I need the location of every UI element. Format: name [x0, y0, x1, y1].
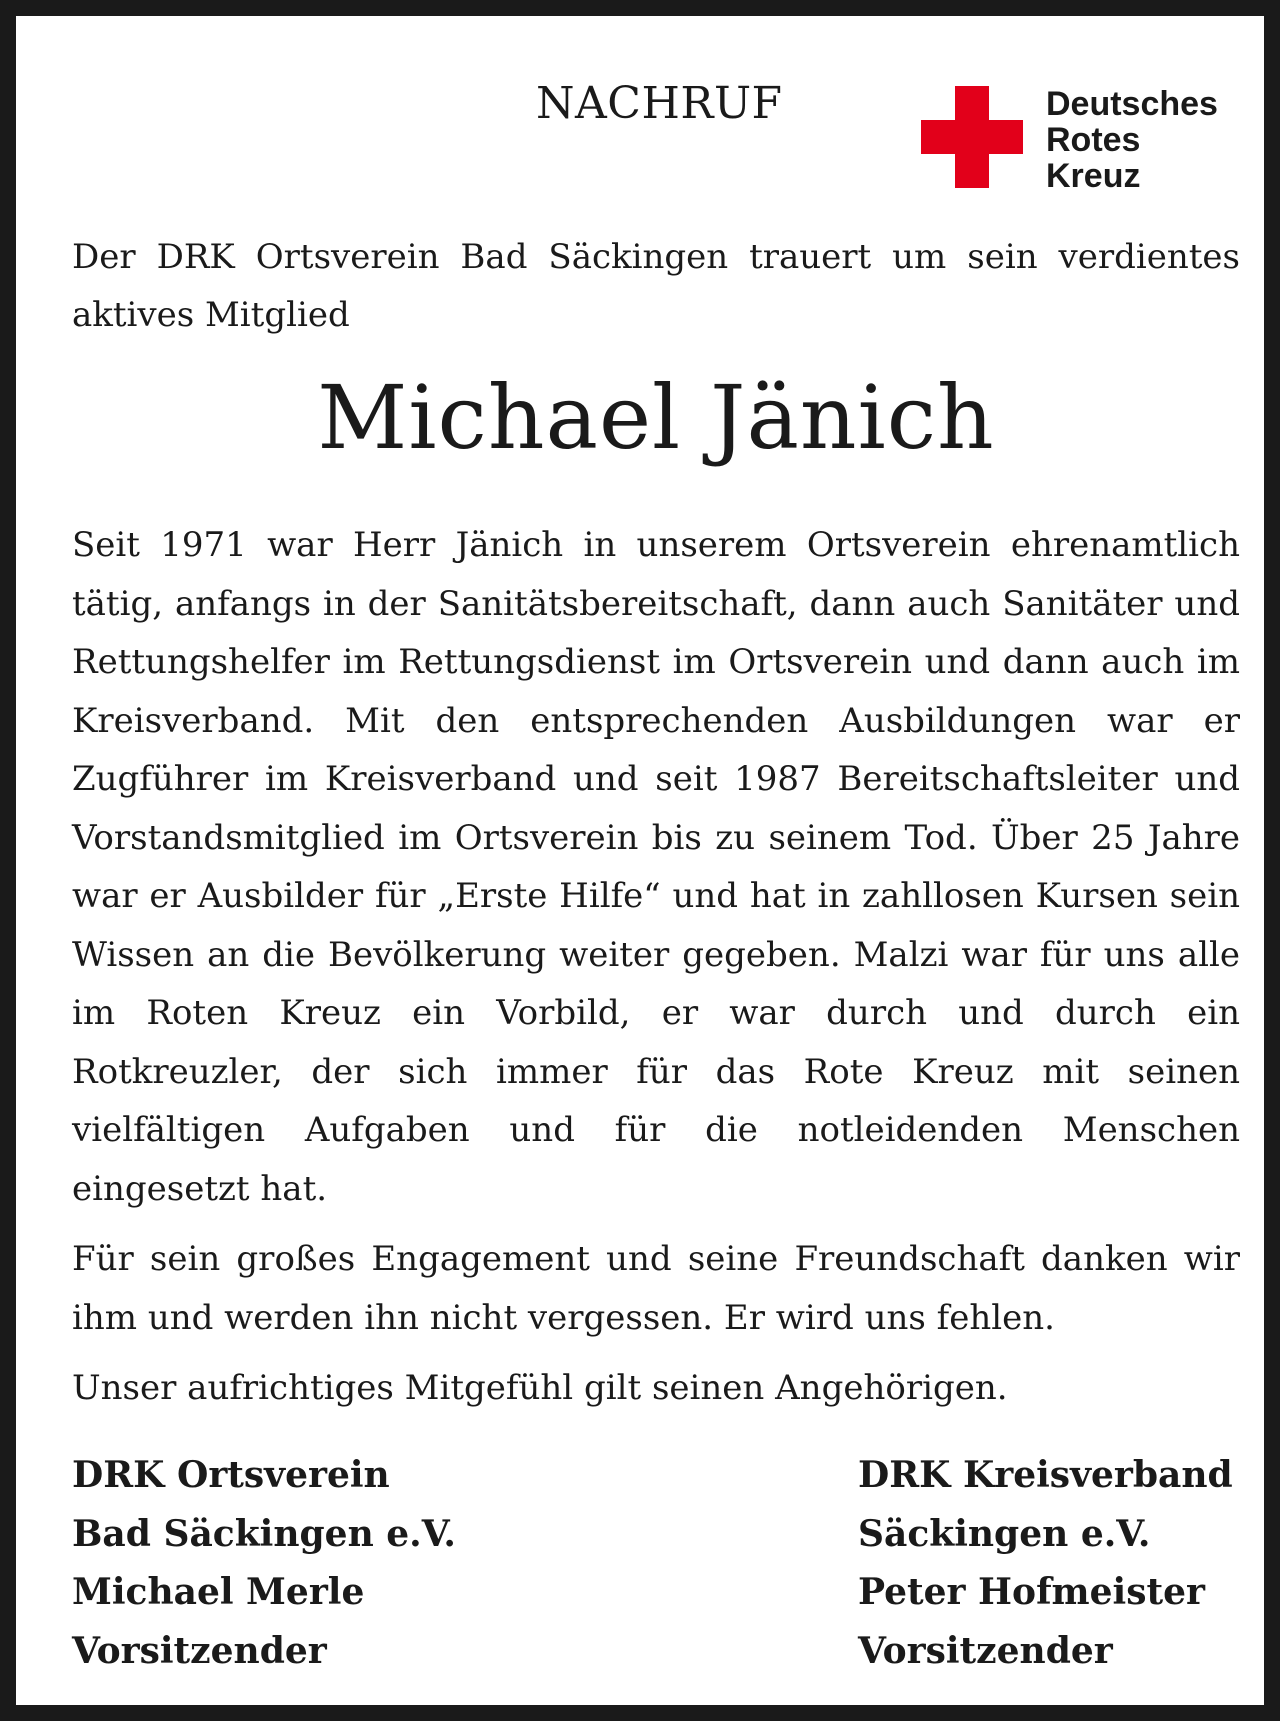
- deceased-name: Michael Jänich: [317, 366, 995, 469]
- signature-right: [858, 1446, 1233, 1680]
- logo-line-3: Kreuz: [1046, 157, 1141, 195]
- drk-logo: [921, 86, 1241, 196]
- signature-right-line-2: Säckingen e.V.: [858, 1512, 1151, 1555]
- signature-left-line-1: DRK Ortsverein: [72, 1454, 390, 1496]
- paragraph-3: Unser aufrichtiges Mitgefühl gilt seinen Angehörigen.: [72, 1368, 1008, 1408]
- signature-left: [72, 1446, 456, 1680]
- heading: NACHRUF: [536, 78, 783, 129]
- signature-left-line-2: Bad Säckingen e.V.: [72, 1512, 456, 1555]
- intro-text: Der DRK Ortsverein Bad Säckingen trauert um sein verdientes aktives Mitglied: [72, 237, 1240, 335]
- paragraph-2: Für sein großes Engagement und seine Freundschaft danken wir ihm und werden ihn nicht vergessen. Er wird uns fehlen.: [72, 1239, 1240, 1338]
- logo-line-1: Deutsches: [1046, 85, 1218, 123]
- signature-right-line-1: DRK Kreisverband: [858, 1454, 1233, 1496]
- logo-line-2: Rotes: [1046, 121, 1141, 159]
- paragraph-1: Seit 1971 war Herr Jänich in unserem Ortsverein ehrenamtlich tätig, anfangs in der Sanitätsbereitschaft, dann auch Sanitäter und Rettungshelfer im Rettungsdienst im Ortsverein und dann auch im Kreisverband. Mit den entsprechenden Ausbildungen war er Zugführer im Kreisverband und seit 1987 Bereitschaftsleiter und Vorstandsmitglied im Ortsverein bis zu seinem Tod. Über 25 Jahre war er Ausbilder für „Erste Hilfe“ und hat in zahllosen Kursen sein Wissen an die Bevölkerung weiter gegeben. Malzi war für uns alle im Roten Kreuz ein Vorbild, er war durch und durch ein Rotkreuzler, der sich immer für das Rote Kreuz mit seinen vielfältigen Aufgaben und für die notleidenden Menschen eingesetzt hat.: [72, 525, 1240, 1209]
- signature-left-line-3: Michael Merle: [72, 1571, 365, 1613]
- signature-right-line-4: Vorsitzender: [858, 1629, 1113, 1672]
- obituary-body: [72, 516, 1240, 1430]
- logo-wordmark: [1046, 86, 1218, 194]
- red-cross-icon: [921, 86, 1023, 188]
- signature-left-line-4: Vorsitzender: [72, 1629, 327, 1672]
- signature-right-line-3: Peter Hofmeister: [858, 1571, 1205, 1613]
